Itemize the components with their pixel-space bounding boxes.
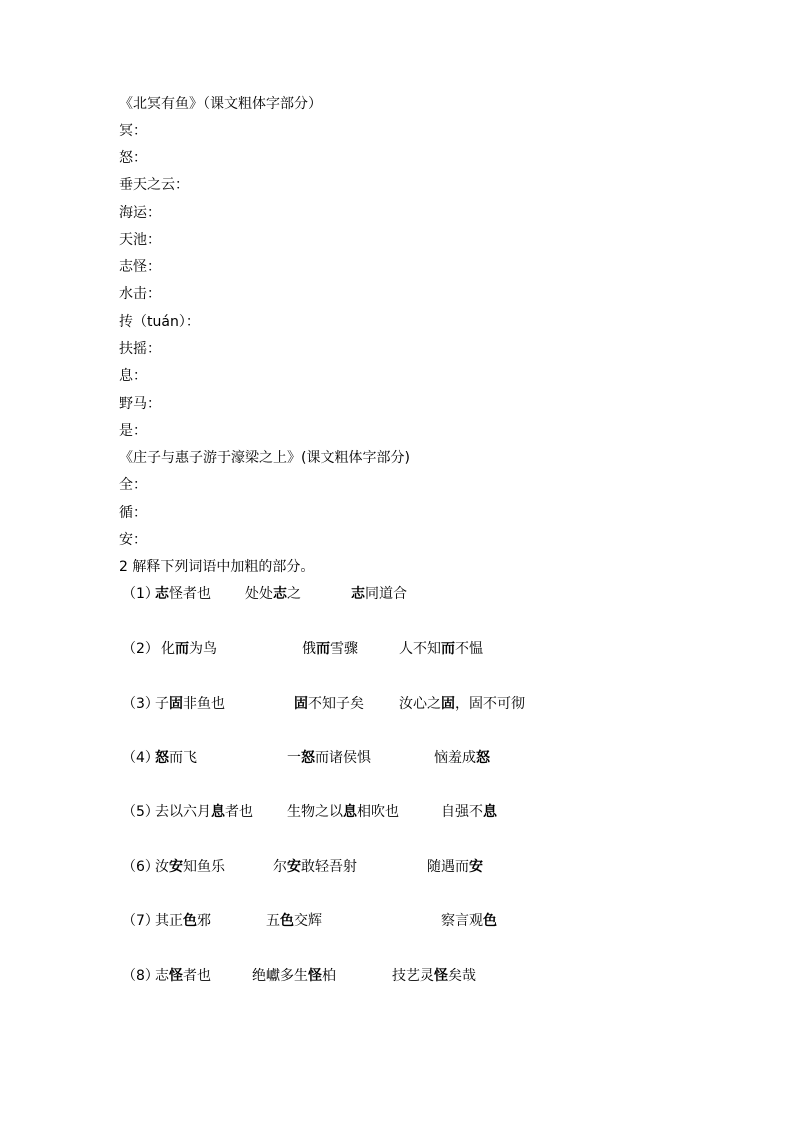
bold-character: 怒 <box>476 750 490 766</box>
phrase-text: 为鸟 <box>189 641 217 657</box>
bold-character: 怒 <box>155 750 169 766</box>
example-phrase <box>427 857 483 877</box>
phrase-text: 随遇而 <box>427 859 469 875</box>
phrase-text: 察言观 <box>441 913 483 929</box>
phrase-text: 知鱼乐 <box>183 859 225 875</box>
phrase-text: 生物之以 <box>287 804 343 820</box>
phrase-text: 尔 <box>273 859 287 875</box>
term-line: 海运： <box>119 205 161 221</box>
bold-character: 而 <box>175 641 189 657</box>
phrase-text: 交辉 <box>294 913 322 929</box>
phrase-text: 技艺灵 <box>392 968 434 984</box>
example-phrase <box>161 639 217 659</box>
phrase-text: 自强不 <box>441 804 483 820</box>
phrase-text: 恼羞成 <box>434 750 476 766</box>
phrase-text: 子 <box>155 696 169 712</box>
bold-character: 而 <box>316 641 330 657</box>
term-line: 水击： <box>119 286 161 302</box>
phrase-text: 柏 <box>322 968 336 984</box>
bold-character: 固 <box>294 696 308 712</box>
phrase-text: 邪 <box>197 913 211 929</box>
phrase-text: 而诸侯惧 <box>315 750 371 766</box>
phrase-text: 化 <box>161 641 175 657</box>
bold-character: 色 <box>483 913 497 929</box>
section1-title: 《北冥有鱼》（课文粗体字部分） <box>119 96 322 112</box>
phrase-text: 而飞 <box>169 750 197 766</box>
item-number: （2） <box>122 641 159 657</box>
phrase-text: 绝巘多生 <box>252 968 308 984</box>
item-number: （4） <box>122 750 159 766</box>
bold-character: 而 <box>441 641 455 657</box>
exercise-title: 2 解释下列词语中加粗的部分。 <box>119 559 315 575</box>
phrase-text: 相吹也 <box>357 804 399 820</box>
item-number: （5） <box>122 804 159 820</box>
term-line: 垂天之云： <box>119 177 189 193</box>
phrase-text: 一 <box>287 750 301 766</box>
example-phrase <box>287 802 399 822</box>
phrase-text: 者也 <box>225 804 253 820</box>
section2-title: 《庄子与惠子游于濠梁之上》(课文粗体字部分) <box>119 450 410 466</box>
bold-character: 志 <box>273 586 287 602</box>
bold-character: 怪 <box>308 968 322 984</box>
term-line: 冥： <box>119 123 147 139</box>
item-number: （1） <box>122 586 159 602</box>
term-line: 是： <box>119 423 147 439</box>
phrase-text: 汝 <box>155 859 169 875</box>
phrase-text: 汝心之 <box>399 696 441 712</box>
bold-character: 色 <box>183 913 197 929</box>
phrase-text: 矣哉 <box>448 968 476 984</box>
example-phrase <box>155 966 211 986</box>
example-phrase <box>155 857 225 877</box>
term-line: 安： <box>119 532 147 548</box>
bold-character: 色 <box>280 913 294 929</box>
term-line: 息： <box>119 368 147 384</box>
term-line: 全： <box>119 477 147 493</box>
bold-character: 息 <box>343 804 357 820</box>
bold-character: 怒 <box>301 750 315 766</box>
item-number: （7） <box>122 913 159 929</box>
example-phrase <box>155 694 225 714</box>
phrase-text: 雪骤 <box>330 641 358 657</box>
phrase-text: 者也 <box>183 968 211 984</box>
term-line: 抟（tuán）： <box>119 314 200 330</box>
bold-character: 固 <box>169 696 183 712</box>
bold-character: 安 <box>469 859 483 875</box>
item-number: （3） <box>122 696 159 712</box>
example-phrase <box>294 694 364 714</box>
bold-character: 怪 <box>434 968 448 984</box>
phrase-text: 处处 <box>245 586 273 602</box>
example-phrase <box>245 584 301 604</box>
bold-character: 固 <box>441 696 455 712</box>
term-line: 循： <box>119 505 147 521</box>
example-phrase <box>155 802 253 822</box>
phrase-text: 五 <box>266 913 280 929</box>
phrase-text: 敢轻吾射 <box>301 859 357 875</box>
item-number: （6） <box>122 859 159 875</box>
bold-character: 安 <box>287 859 301 875</box>
bold-character: 息 <box>211 804 225 820</box>
phrase-text: 俄 <box>302 641 316 657</box>
example-phrase <box>399 639 483 659</box>
example-phrase <box>273 857 357 877</box>
phrase-text: ，固不可彻 <box>455 696 525 712</box>
phrase-text: 之 <box>287 586 301 602</box>
phrase-text: 志 <box>155 968 169 984</box>
bold-character: 怪 <box>169 968 183 984</box>
example-phrase <box>302 639 358 659</box>
phrase-text: 其正 <box>155 913 183 929</box>
term-line: 怒： <box>119 150 147 166</box>
phrase-text: 同道合 <box>365 586 407 602</box>
example-phrase <box>155 748 197 768</box>
term-line: 扶摇： <box>119 341 161 357</box>
bold-character: 息 <box>483 804 497 820</box>
bold-character: 安 <box>169 859 183 875</box>
phrase-text: 人不知 <box>399 641 441 657</box>
example-phrase <box>399 694 525 714</box>
example-phrase <box>266 911 322 931</box>
example-phrase <box>155 584 211 604</box>
example-phrase <box>392 966 476 986</box>
example-phrase <box>441 802 497 822</box>
example-phrase <box>434 748 490 768</box>
term-line: 天池： <box>119 232 161 248</box>
example-phrase <box>252 966 336 986</box>
phrase-text: 去以六月 <box>155 804 211 820</box>
example-phrase <box>351 584 407 604</box>
example-phrase <box>287 748 371 768</box>
phrase-text: 不知子矣 <box>308 696 364 712</box>
phrase-text: 不愠 <box>455 641 483 657</box>
bold-character: 志 <box>351 586 365 602</box>
phrase-text: 怪者也 <box>169 586 211 602</box>
term-line: 野马： <box>119 396 161 412</box>
phrase-text: 非鱼也 <box>183 696 225 712</box>
example-phrase <box>441 911 497 931</box>
item-number: （8） <box>122 968 159 984</box>
bold-character: 志 <box>155 586 169 602</box>
term-line: 志怪： <box>119 259 161 275</box>
example-phrase <box>155 911 211 931</box>
